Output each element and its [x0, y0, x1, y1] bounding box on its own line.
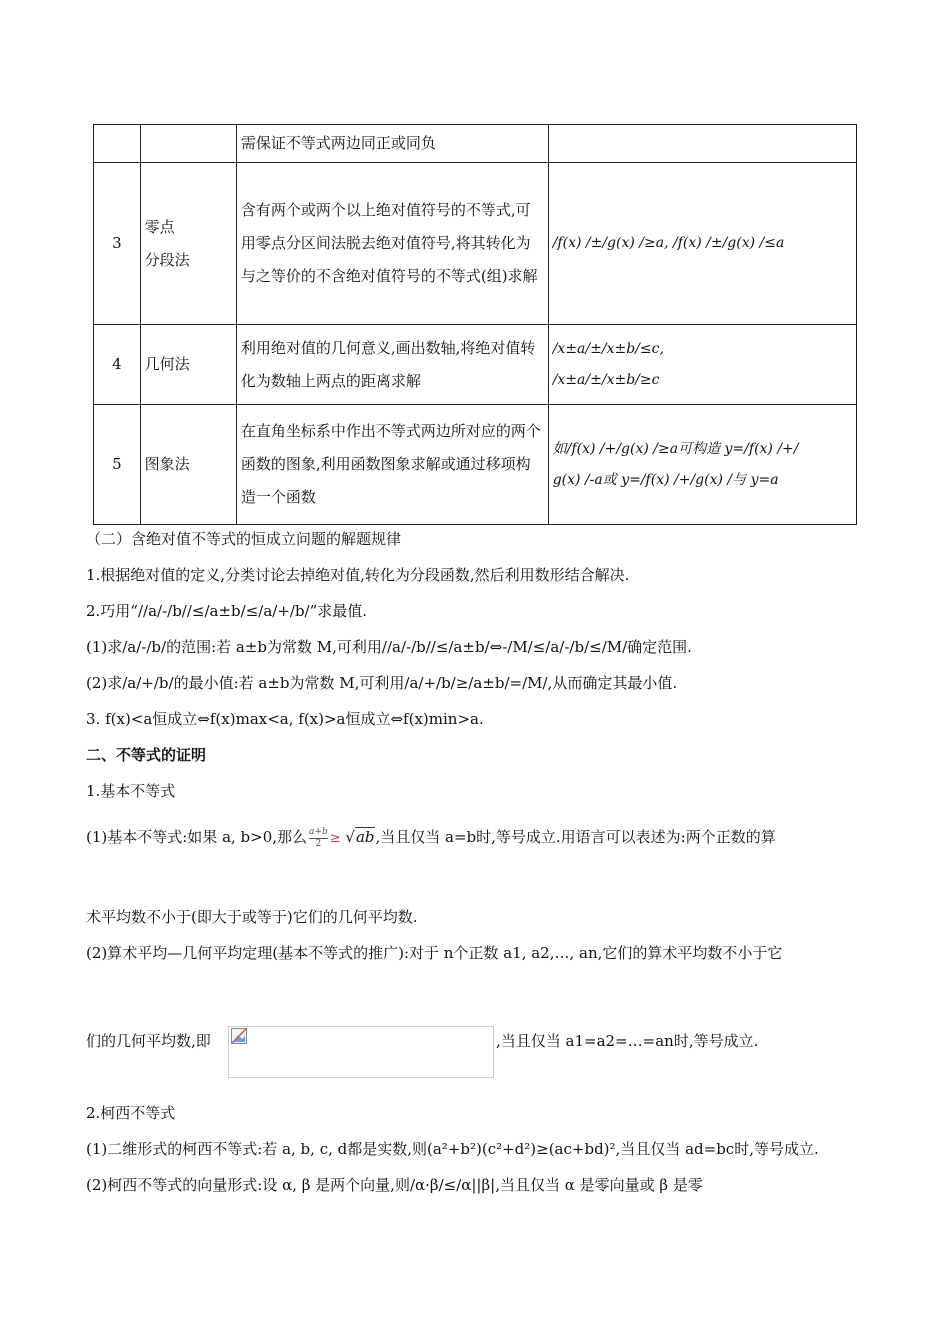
paragraph: (1)基本不等式:如果 a, b>0,那么 $\frac{a+b}{2}$ ≥ √ab,当且仅当 a=b时,等号成立.用语言可以表述为:两个正数的算 — [86, 826, 776, 849]
method-name — [140, 125, 236, 163]
paragraph: (1)求/a/-/b/的范围:若 a±b为常数 M,可利用//a/-/b//≤/a±b/⇔-/M/≤/a/-/b/≤/M/确定范围. — [86, 638, 692, 656]
methods-table — [93, 124, 857, 525]
paragraph: (2)算术平均—几何平均定理(基本不等式的推广):对于 n个正数 a1, a2,…, an,它们的算术平均数不小于它 — [86, 944, 783, 962]
paragraph: (2)柯西不等式的向量形式:设 α, β 是两个向量,则/α·β/≤/α||β|,当且仅当 α 是零向量或 β 是零 — [86, 1176, 703, 1194]
method-description: 在直角坐标系中作出不等式两边所对应的两个函数的图象,利用函数图象求解或通过移项构造一个函数 — [236, 405, 548, 525]
method-description: 利用绝对值的几何意义,画出数轴,将绝对值转化为数轴上两点的距离求解 — [236, 325, 548, 405]
paragraph: ,当且仅当 a1=a2=…=an时,等号成立. — [496, 1032, 759, 1050]
text-span: (1)基本不等式:如果 a, b>0,那么 — [86, 828, 308, 846]
paragraph: (1)二维形式的柯西不等式:若 a, b, c, d都是实数,则(a²+b²)(c²+d²)≥(ac+bd)²,当且仅当 ad=bc时,等号成立. — [86, 1140, 819, 1158]
paragraph: 2.巧用“//a/-/b//≤/a±b/≤/a/+/b/”求最值. — [86, 602, 368, 620]
method-description: 需保证不等式两边同正或同负 — [236, 125, 548, 163]
method-description: 含有两个或两个以上绝对值符号的不等式,可用零点分区间法脱去绝对值符号,将其转化为与之等价的不含绝对值符号的不等式(组)求解 — [236, 163, 548, 325]
paragraph: 2.柯西不等式 — [86, 1104, 176, 1122]
table-row — [94, 125, 857, 163]
square-root: ab — [355, 828, 375, 846]
fraction — [309, 827, 328, 850]
table-row — [94, 163, 857, 325]
method-name: 几何法 — [140, 325, 236, 405]
missing-formula-image — [228, 1026, 494, 1078]
table-row — [94, 325, 857, 405]
section-heading: 二、不等式的证明 — [86, 746, 207, 764]
paragraph: 术平均数不小于(即大于或等于)它们的几何平均数. — [86, 908, 418, 926]
fraction-denominator: 2 — [315, 838, 322, 849]
section-subheading: （二）含绝对值不等式的恒成立问题的解题规律 — [86, 530, 402, 548]
paragraph: 们的几何平均数,即 — [86, 1032, 211, 1050]
method-formula — [548, 125, 856, 163]
row-number — [94, 125, 141, 163]
row-number: 4 — [94, 325, 141, 405]
broken-image-icon — [231, 1028, 247, 1044]
method-formula: 如/f(x) /+/g(x) /≥a可构造 y=/f(x) /+/ g(x) /-a或 y=/f(x) /+/g(x) /与 y=a — [548, 405, 856, 525]
method-formula: /f(x) /±/g(x) /≥a, /f(x) /±/g(x) /≤a — [548, 163, 856, 325]
method-name: 图象法 — [140, 405, 236, 525]
greater-equal-sign: ≥ — [329, 831, 341, 846]
paragraph: 3. f(x)<a恒成立⇔f(x)max<a, f(x)>a恒成立⇔f(x)min>a. — [86, 710, 484, 728]
text-span: ,当且仅当 a=b时,等号成立.用语言可以表述为:两个正数的算 — [375, 828, 776, 846]
paragraph: 1.基本不等式 — [86, 782, 176, 800]
paragraph: (2)求/a/+/b/的最小值:若 a±b为常数 M,可利用/a/+/b/≥/a±b/=/M/,从而确定其最小值. — [86, 674, 678, 692]
row-number: 3 — [94, 163, 141, 325]
method-formula: /x±a/±/x±b/≤c, /x±a/±/x±b/≥c — [548, 325, 856, 405]
fraction-numerator: a+b — [309, 826, 328, 837]
method-name: 零点 分段法 — [140, 163, 236, 325]
paragraph: 1.根据绝对值的定义,分类讨论去掉绝对值,转化为分段函数,然后利用数形结合解决. — [86, 566, 630, 584]
row-number: 5 — [94, 405, 141, 525]
table-row — [94, 405, 857, 525]
